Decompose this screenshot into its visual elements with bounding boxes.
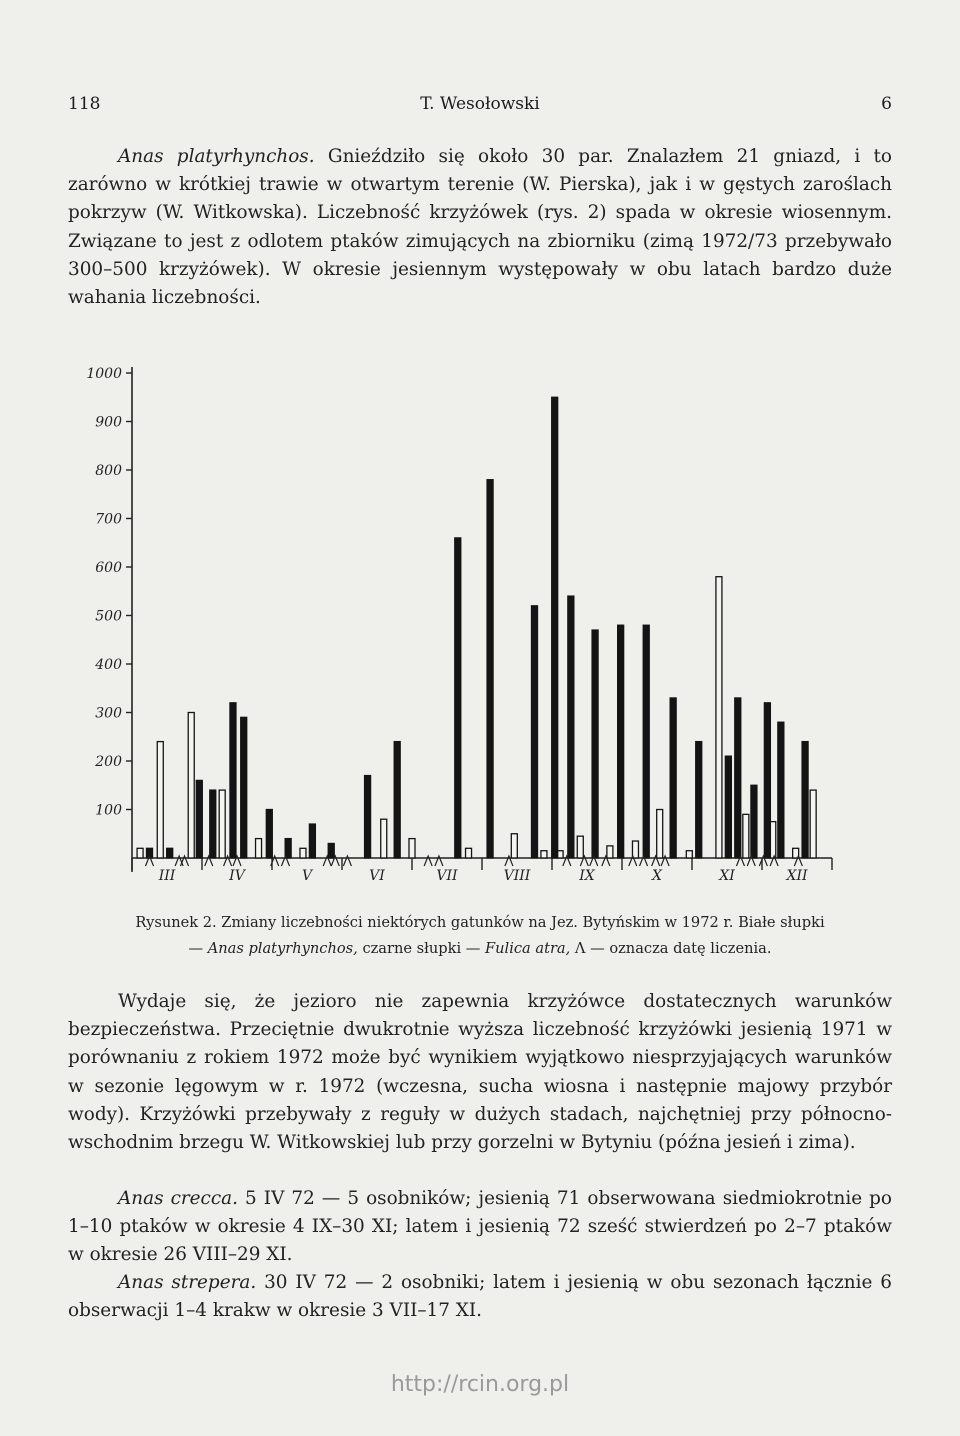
y-tick-label: 1000 (86, 366, 122, 382)
bar-anas-platyrhynchos (381, 819, 387, 858)
x-tick-label: VII (436, 868, 458, 884)
bar-fulica-atra (309, 824, 315, 858)
bar-fulica-atra (266, 810, 272, 859)
bar-fulica-atra (196, 780, 202, 858)
x-tick-label: VIII (503, 868, 531, 884)
figure-caption (68, 910, 892, 962)
bar-anas-platyrhynchos (256, 839, 262, 858)
paragraph-anas-strepera (68, 1269, 892, 1325)
bar-anas-platyrhynchos (466, 848, 472, 858)
y-tick-label: 200 (95, 754, 122, 770)
bar-fulica-atra (643, 625, 649, 858)
bar-fulica-atra (532, 606, 538, 858)
bar-anas-platyrhynchos (810, 790, 816, 858)
caption-dash: — (188, 940, 204, 957)
bar-anas-platyrhynchos (541, 851, 547, 858)
page-number: 118 (68, 94, 101, 114)
x-tick-label: X (652, 868, 662, 884)
bar-fulica-atra (670, 698, 676, 858)
bar-anas-platyrhynchos (607, 846, 613, 858)
running-author: T. Wesołowski (420, 94, 540, 114)
running-header (68, 94, 892, 120)
bar-fulica-atra (365, 776, 371, 858)
bar-fulica-atra (167, 848, 173, 858)
bar-anas-platyrhynchos (577, 836, 583, 858)
bar-fulica-atra (455, 538, 461, 858)
bar-anas-platyrhynchos (657, 810, 663, 859)
bar-fulica-atra (552, 397, 558, 858)
bar-anas-platyrhynchos (409, 839, 415, 858)
bar-anas-platyrhynchos (716, 577, 722, 858)
bar-anas-platyrhynchos (632, 841, 638, 858)
y-tick-label: 500 (95, 608, 122, 625)
y-tick-label: 700 (95, 511, 122, 528)
bar-fulica-atra (568, 596, 574, 858)
bar-anas-platyrhynchos (137, 848, 143, 858)
bar-anas-platyrhynchos (300, 848, 306, 858)
bar-anas-platyrhynchos (743, 814, 749, 858)
caption-species-2: Fulica atra, (485, 940, 571, 957)
bar-anas-platyrhynchos (686, 851, 692, 858)
paragraph-text: 5 IV 72 — 5 osobników; jesienią 71 obserwowana siedmiokrotnie po 1–10 ptaków w okresie 4 IX–30 XI; latem i jesienią 72 sześć stwierdzeń po 2–7 ptaków w okresie 26 VIII–29 XI. (68, 1188, 892, 1266)
bar-fulica-atra (487, 480, 493, 858)
species-name: Anas strepera. (118, 1272, 257, 1293)
caption-species-1: Anas platyrhynchos, (207, 940, 358, 957)
caption-line-2 (68, 936, 892, 962)
bar-fulica-atra (764, 703, 770, 858)
bar-fulica-atra (802, 742, 808, 858)
paragraph-text: 30 IV 72 — 2 osobniki; latem i jesienią w obu sezonach łącznie 6 obserwacji 1–4 krakw w okresie 3 VII–17 XI. (68, 1272, 892, 1322)
population-chart (60, 355, 880, 900)
bar-fulica-atra (735, 698, 741, 858)
bar-fulica-atra (696, 742, 702, 858)
paragraph-anas-crecca (68, 1185, 892, 1270)
caption-text-1: czarne słupki — (362, 940, 481, 957)
x-tick-label: IV (229, 868, 245, 884)
y-tick-label: 900 (95, 414, 122, 431)
y-tick-label: 300 (95, 705, 122, 722)
paragraph-discussion (68, 988, 892, 1157)
x-tick-label: III (158, 868, 176, 884)
bar-fulica-atra (230, 703, 236, 858)
caption-line-1: Rysunek 2. Zmiany liczebności niektórych gatunków na Jez. Bytyńskim w 1972 r. Białe słupki (135, 914, 825, 931)
caption-symbol: Λ (574, 940, 586, 957)
y-tick-label: 400 (95, 657, 122, 673)
paragraph-text: Wydaje się, że jezioro nie zapewnia krzyżówce dostatecznych warunków bezpieczeństwa. Przeciętnie dwukrotnie wyższa liczebność krzyżówki jesienią 1971 w porównaniu z rokiem 1972 może być wynikiem wyjątkowo niesprzyjających warunków w sezonie lęgowym w r. 1972 (wczesna, sucha wiosna i następnie majowy przybór wody). Krzyżówki przebywały z reguły w dużych stadach, najchętniej przy północno-wschodnim brzegu W. Witkowskiej lub przy gorzelni w Bytyniu (późna jesień i zima). (68, 991, 892, 1154)
bar-fulica-atra (394, 742, 400, 858)
bar-fulica-atra (778, 722, 784, 858)
caption-text-2: — oznacza datę liczenia. (590, 940, 772, 957)
x-tick-label: IX (579, 868, 595, 884)
y-tick-label: 100 (95, 802, 122, 819)
source-url[interactable]: http://rcin.org.pl (390, 1372, 570, 1397)
species-name: Anas crecca. (118, 1188, 238, 1209)
x-tick-label: VI (369, 868, 385, 884)
bar-fulica-atra (241, 717, 247, 858)
bar-fulica-atra (285, 839, 291, 858)
bar-fulica-atra (725, 756, 731, 858)
y-tick-label: 600 (95, 560, 122, 576)
bar-anas-platyrhynchos (511, 834, 517, 858)
x-tick-label: XII (786, 868, 808, 884)
x-tick-label: V (301, 868, 313, 884)
bar-anas-platyrhynchos (219, 790, 225, 858)
bar-anas-platyrhynchos (157, 742, 163, 858)
bar-fulica-atra (592, 630, 598, 858)
paragraph-text: Gnieździło się około 30 par. Znalazłem 21 gniazd, i to zarówno w krótkiej trawie w otwartym terenie (W. Pierska), jak i w gęstych zaroślach pokrzyw (W. Witkowska). Liczebność krzyżówek (rys. 2) spada w okresie wiosennym. Związane to jest z odlotem ptaków zimujących na zbiorniku (zimą 1972/73 przebywało 300–500 krzyżówek). W okresie jesiennym występowały w obu latach bardzo duże wahania liczebności. (68, 146, 892, 309)
section-number: 6 (881, 94, 892, 114)
bar-fulica-atra (210, 790, 216, 858)
species-name: Anas platyrhynchos. (118, 146, 315, 167)
bar-fulica-atra (328, 843, 334, 858)
paragraph-anas-platyrhynchos (68, 143, 892, 312)
x-tick-label: XI (719, 868, 735, 884)
bar-fulica-atra (618, 625, 624, 858)
bar-fulica-atra (751, 785, 757, 858)
bar-anas-platyrhynchos (188, 713, 194, 859)
y-tick-label: 800 (95, 463, 122, 479)
chart-svg (60, 355, 880, 900)
